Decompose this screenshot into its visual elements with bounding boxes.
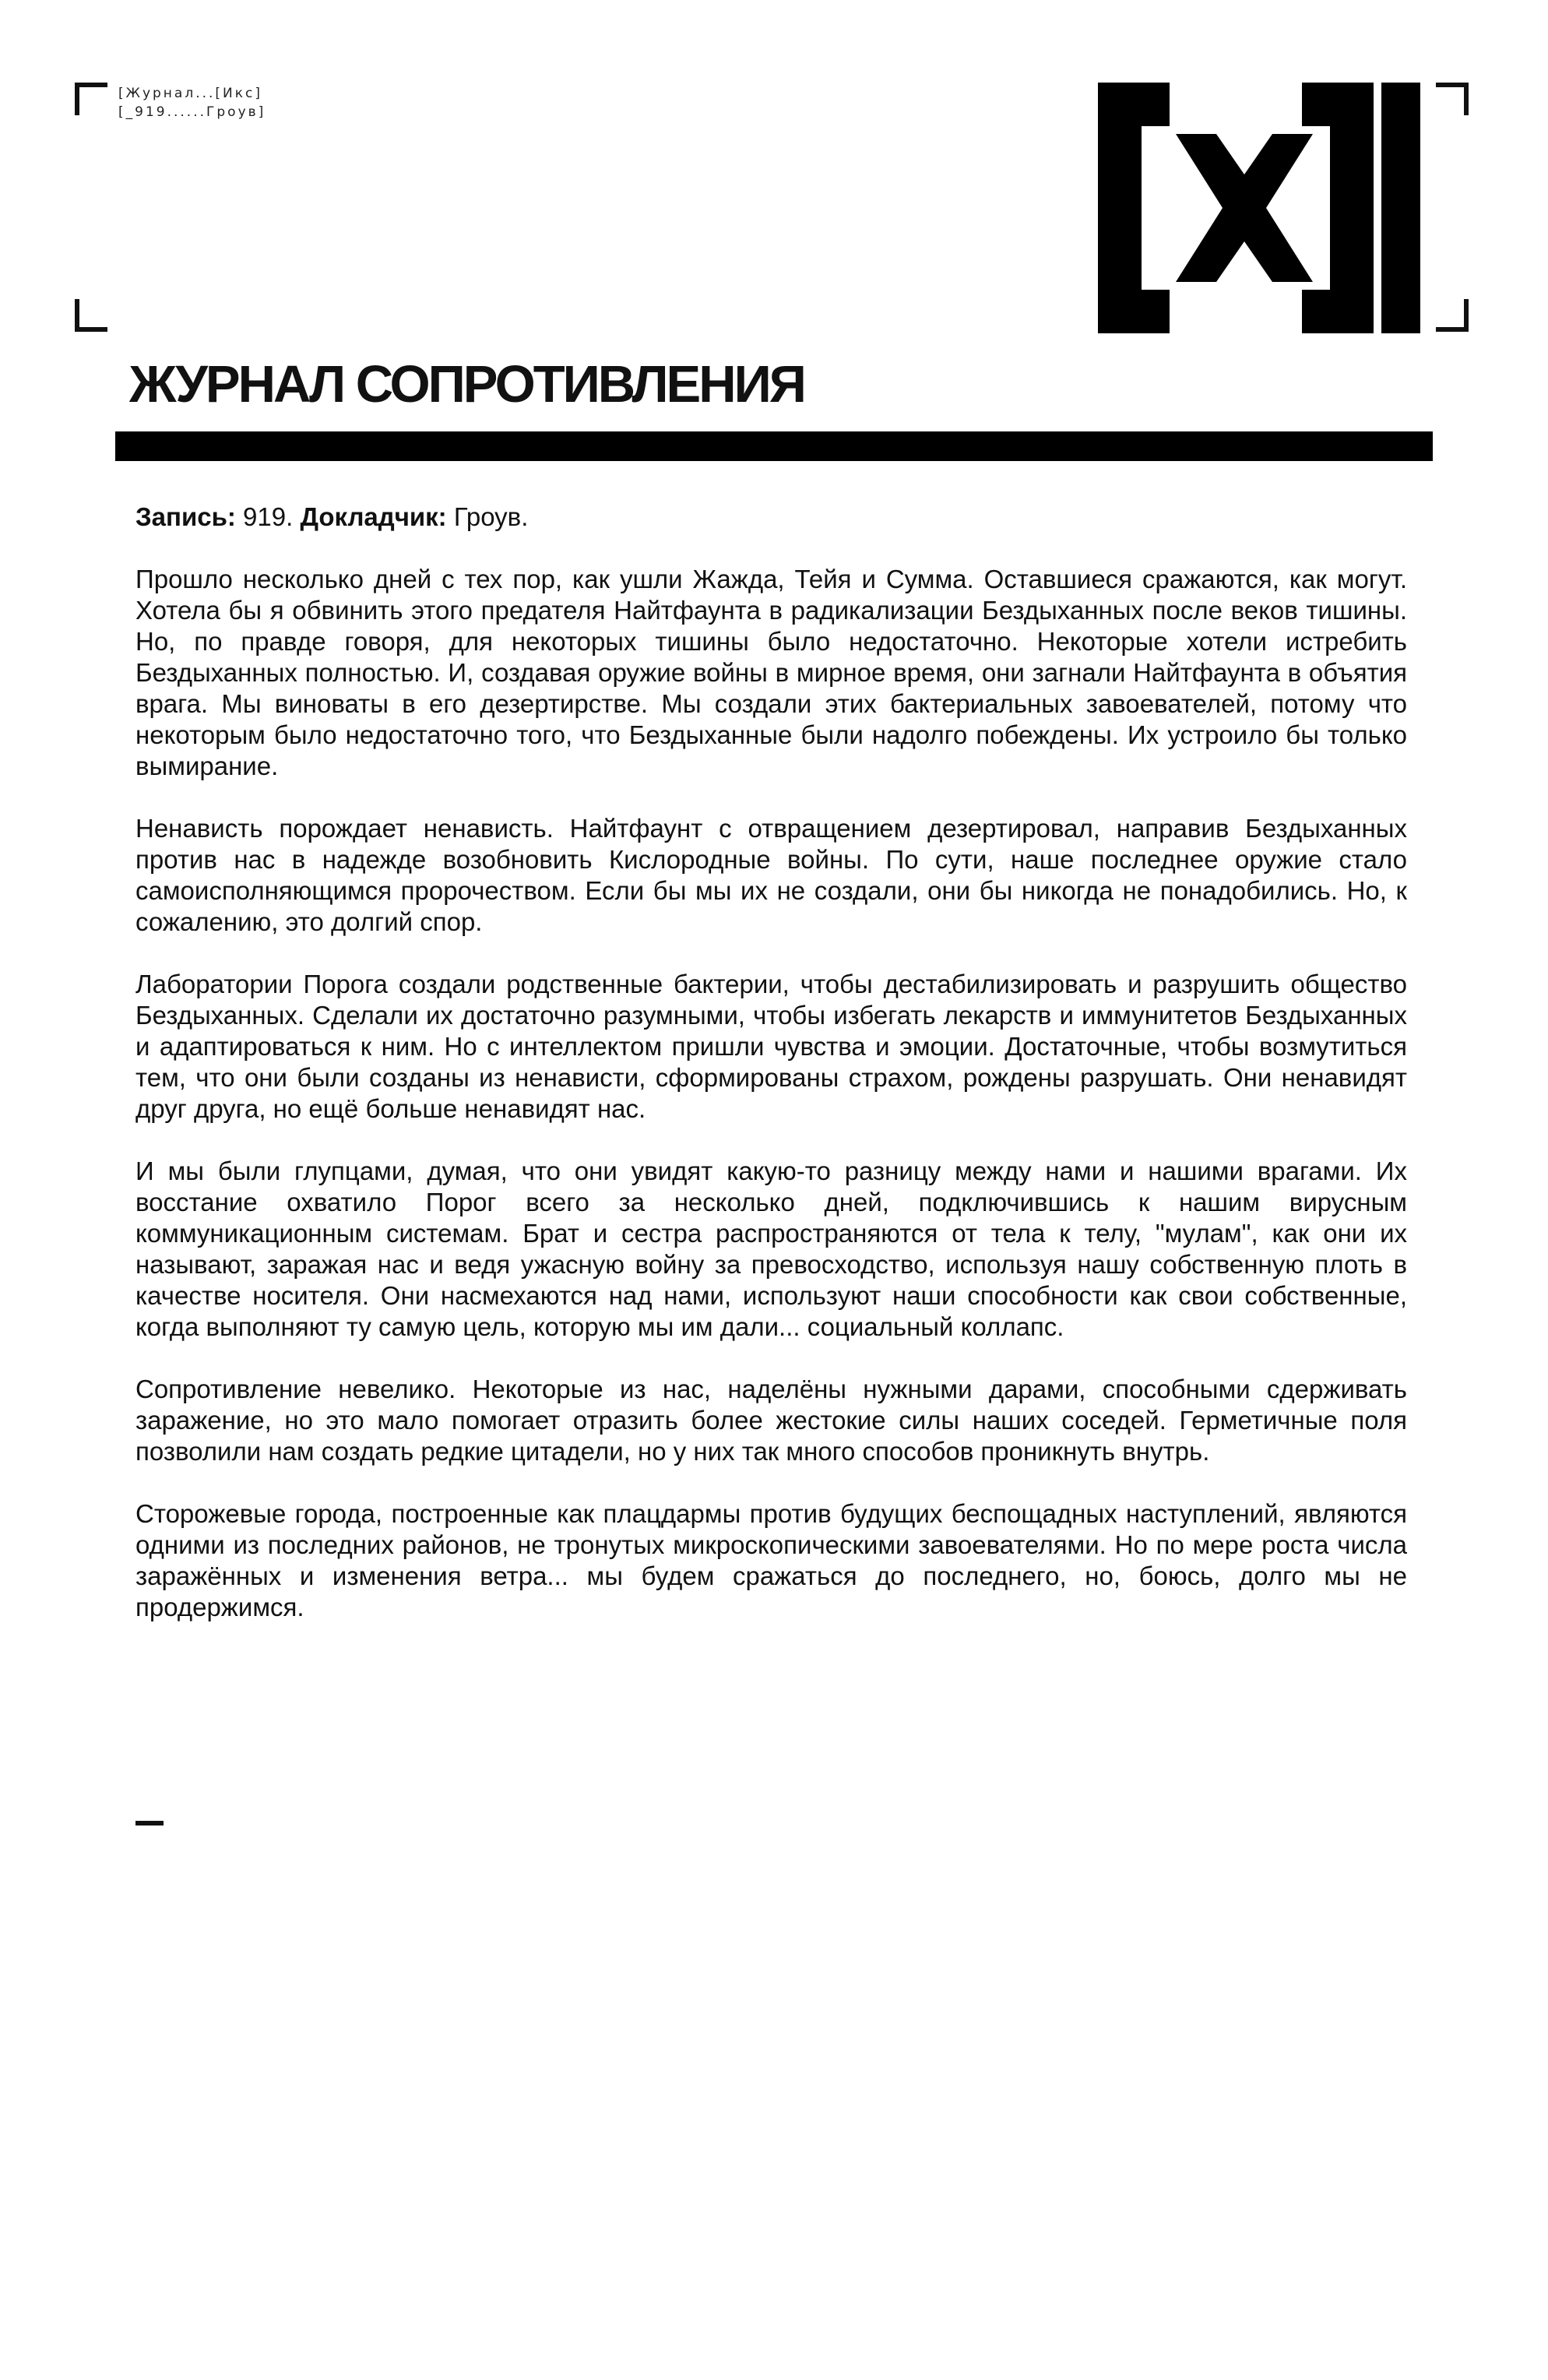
entry-meta — [135, 502, 1407, 533]
corner-bracket-bottom-right — [1436, 299, 1469, 332]
journal-body — [135, 502, 1407, 1654]
end-mark — [135, 1821, 164, 1825]
paragraph-2: Ненависть порождает ненависть. Найтфаунт с отвращением дезертировал, направив Бездыханных против нас в надежде возобновить Кислородные войны. По сути, наше последнее оружие стало самоисполняющимся пророчеством. Если бы мы их не создали, они бы никогда не понадобились. Но, к сожалению, это долгий спор. — [135, 814, 1407, 936]
x-brackets-logo-icon — [1098, 83, 1420, 333]
header-code-line-2: [_919......Гроув] — [118, 104, 266, 120]
record-value: 919. — [243, 502, 294, 531]
reporter-label: Докладчик: — [300, 502, 447, 531]
paragraph-1: Прошло несколько дней с тех пор, как ушли Жажда, Тейя и Сумма. Оставшиеся сражаются, как могут. Хотела бы я обвинить этого предателя Найтфаунта в радикализации Бездыханных после веков тишины. Но, по правде говоря, для некоторых тишины было недостаточно. Некоторые хотели истребить Бездыханных полностью. И, создавая оружие войны в мирное время, они загнали Найтфаунта в объятия врага. Мы виноваты в его дезертирстве. Мы создали этих бактериальных завоевателей, потому что некоторым было недостаточно того, что Бездыханные были надолго побеждены. Их устроило бы только вымирание. — [135, 565, 1407, 780]
corner-bracket-top-right — [1436, 83, 1469, 115]
title-rule — [115, 431, 1433, 461]
corner-bracket-top-left — [75, 83, 107, 115]
paragraph-5: Сопротивление невелико. Некоторые из нас, наделёны нужными дарами, способными сдерживать заражение, но это мало помогает отразить более жестокие силы наших соседей. Герметичные поля позволили нам создать редкие цитадели, но у них так много способов проникнуть внутрь. — [135, 1375, 1407, 1466]
reporter-value: Гроув. — [453, 502, 529, 531]
paragraph-3: Лаборатории Порога создали родственные бактерии, чтобы дестабилизировать и разрушить общество Бездыханных. Сделали их достаточно разумными, чтобы избегать лекарств и иммунитетов Бездыханных и адаптироваться к ним. Но с интеллектом пришли чувства и эмоции. Достаточные, чтобы возмутиться тем, что они были созданы из ненависти, сформированы страхом, рождены разрушать. Они ненавидят друг друга, но ещё больше ненавидят нас. — [135, 970, 1407, 1123]
record-label: Запись: — [135, 502, 236, 531]
corner-bracket-bottom-left — [75, 299, 107, 332]
paragraph-4: И мы были глупцами, думая, что они увидят какую-то разницу между нами и нашими врагами. Их восстание охватило Порог всего за несколько дней, подключившись к нашим вирусным коммуникационным системам. Брат и сестра распространяются от тела к телу, "мулам", как они их называют, заражая нас и ведя ужасную войну за превосходство, используя нашу собственную плоть в качестве носителя. Они насмехаются над нами, используют наши способности как свои собственные, когда выполняют ту самую цель, которую мы им дали... социальный коллапс. — [135, 1157, 1407, 1341]
page-title: ЖУРНАЛ СОПРОТИВЛЕНИЯ — [129, 355, 804, 414]
header-code-line-1: [Журнал...[Икс] — [118, 86, 263, 101]
header-code — [118, 84, 266, 121]
paragraph-6: Сторожевые города, построенные как плацдармы против будущих беспощадных наступлений, являются одними из последних районов, не тронутых микроскопическими завоевателями. Но по мере роста числа заражённых и изменения ветра... мы будем сражаться до последнего, но, боюсь, долго мы не продержимся. — [135, 1499, 1407, 1621]
